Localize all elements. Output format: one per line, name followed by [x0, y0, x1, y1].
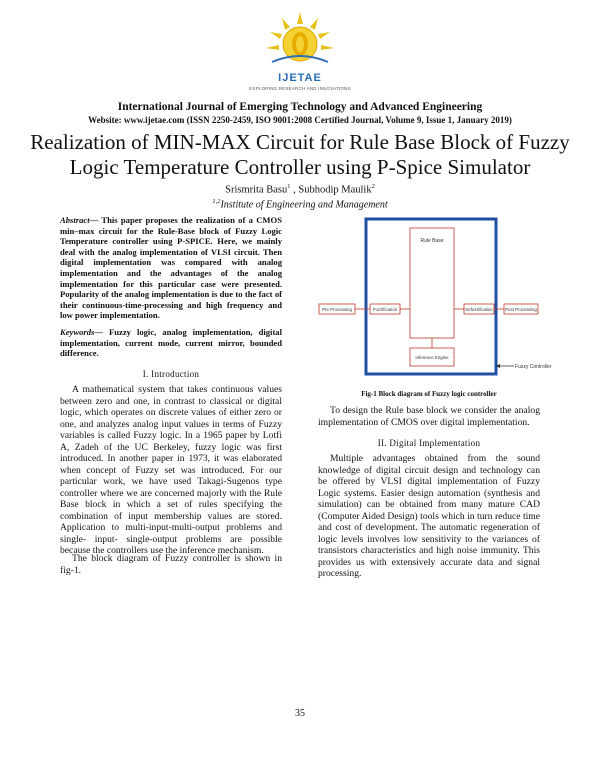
rule-base-box	[410, 228, 454, 338]
author-separator: ,	[290, 184, 299, 196]
title-line-1: Realization of MIN-MAX Circuit for Rule Base Block of Fuzzy	[30, 130, 570, 154]
abstract-text: This paper proposes the realization of a CMOS min–max circuit for the Rule-Base block of Fuzzy Logic Temperature controller using P-SPICE. Here, we mainly deal with the analog implementation of VLSI circuit. Then digital implementation was compared with analog implementation and the advantages of the analog implementation for this particular case were presented. Popularity of the analog implementation is due to the fact of their continuous-time-processing and high frequency and low power implementation.	[60, 215, 282, 321]
intro-paragraph-2-text: The block diagram of Fuzzy controller is shown in fig-1.	[60, 553, 282, 576]
abstract-label: Abstract—	[60, 215, 99, 225]
pre-processing-label: Pre Processing	[322, 307, 352, 312]
author-list	[0, 183, 600, 196]
keywords	[60, 327, 282, 359]
fuzzification-label: Fuzzification	[372, 307, 398, 312]
section-2-heading: II. Digital Implementation	[377, 438, 481, 448]
section-1-heading: I. Introduction	[142, 369, 200, 379]
affiliation-text: Institute of Engineering and Management	[220, 199, 388, 211]
digital-implementation-paragraph	[318, 453, 540, 580]
block-diagram-svg	[318, 216, 552, 386]
intro-paragraph-2	[60, 553, 282, 576]
journal-name: International Journal of Emerging Technology and Advanced Engineering	[117, 101, 483, 113]
affiliation-sup: 1,2	[212, 198, 221, 205]
intro-paragraph-1-text: A mathematical system that takes continuous values between zero and one, in contrast to classical or digital logic, which operates on discrete values of either zero or one, and analyzes analog input values in terms of Fuzzy variables is called Fuzzy logic. In a 1965 paper by Lotfi A, Zadeh of the UC Berkeley, fuzzy logic was first introduced. In another paper in 1973, it was elaborated when concept of Fuzzy set was introduced. For our particular work, we have used Takagi-Sugenos type controller where we are concerned majorly with the Rule Base block in which a set of rules specifying the combination of input membership values are stored. Application to multi-input-multi-output problems and single- input- single-output problems are possible because the controllers use the inference mechanism.	[60, 384, 282, 556]
title-line-2: Logic Temperature Controller using P-Spice Simulator	[69, 155, 531, 179]
author-1-sup: 1	[287, 183, 291, 190]
figure-caption: Fig-1 Block diagram of Fuzzy logic controller	[361, 390, 497, 398]
affiliation	[0, 198, 600, 210]
defuzzification-label: Defuzzification	[465, 307, 493, 312]
logo-tagline: EXPLORING RESEARCH AND INNOVATIONS	[249, 86, 351, 91]
author-1: Srismrita Basu	[225, 184, 288, 196]
rule-base-design-paragraph	[318, 405, 540, 428]
rule-base-label: Rule Base	[420, 238, 444, 244]
author-2-sup: 2	[371, 183, 375, 190]
post-processing-label: Post Processing	[505, 307, 537, 312]
author-2: Subhodip Maulik	[298, 184, 372, 196]
intro-paragraph-1	[60, 384, 282, 557]
inference-engine-label: Inference Engine	[415, 355, 449, 360]
fuzzy-controller-block-diagram	[318, 216, 552, 386]
keywords-text: Fuzzy logic, analog implementation, digital implementation, current mode, current mirror, bounded difference.	[60, 327, 282, 359]
digital-implementation-text: Multiple advantages obtained from the sound knowledge of digital circuit design and technology can be offered by VLSI digital implementation of Fuzzy Logic systems. Easier design automation (synthesis and simulation) can be obtained from many mature CAD (Computer Aided Design) tools which in turn reduce time and cost of development. The automatic regeneration of logic levels involves low sensitivity to the variances of transistors characteristics and high noise immunity. This provides us with extensively accurate data and signal processing.	[318, 453, 540, 579]
abstract	[60, 215, 282, 321]
logo-text: IJETAE	[278, 72, 322, 84]
page-number: 35	[295, 708, 305, 719]
logo-emblem	[262, 10, 338, 72]
fuzzy-controller-label: Fuzzy Controller	[515, 364, 552, 370]
journal-logo	[249, 10, 351, 96]
paper-title	[20, 130, 580, 180]
keywords-label: Keywords—	[60, 327, 103, 337]
journal-website-line: Website: www.ijetae.com (ISSN 2250-2459, ISO 9001:2008 Certified Journal, Volume 9, Issue 1, January 2019)	[88, 115, 512, 125]
rule-base-design-text: To design the Rule base block we consider the analog implementation of CMOS over digital implementation.	[318, 405, 540, 428]
